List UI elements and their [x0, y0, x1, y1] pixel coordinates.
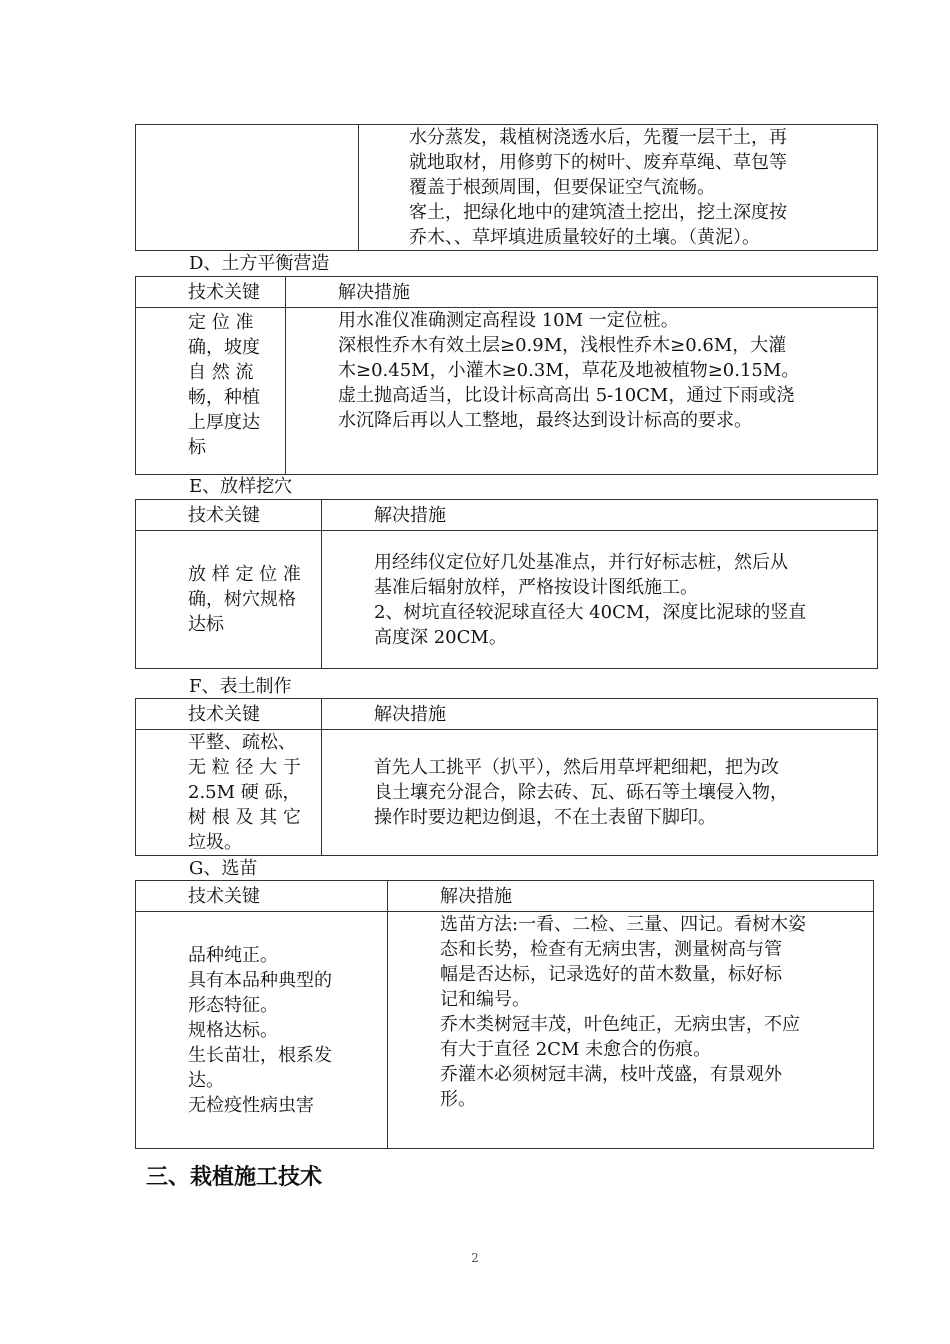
solution-line: 高度深 20CM。 — [374, 626, 507, 648]
solution-cell — [359, 125, 878, 251]
header-key: 技术关键 — [136, 500, 322, 531]
section-title-e: E、放样挖穴 — [189, 476, 293, 497]
header-solution: 解决措施 — [286, 277, 878, 308]
section-table-e — [135, 499, 878, 669]
header-solution: 解决措施 — [322, 699, 878, 730]
page-number: 2 — [471, 1251, 479, 1265]
key-cell — [136, 125, 359, 251]
key-line: 生长苗壮，根系发 — [188, 1044, 332, 1066]
solution-line: 就地取材，用修剪下的树叶、废弃草绳、草包等 — [409, 152, 787, 173]
key-line: 自 然 流 — [188, 362, 254, 383]
solution-line: 客土，把绿化地中的建筑渣土挖出，挖土深度按 — [409, 202, 787, 223]
solution-line: 良土壤充分混合，除去砖、瓦、砾石等土壤侵入物， — [374, 782, 788, 803]
key-line: 放 样 定 位 准 — [188, 564, 301, 585]
solution-line: 深根性乔木有效土层≥0.9M，浅根性乔木≥0.6M，大灌 — [338, 335, 787, 356]
table-row — [136, 730, 878, 856]
solution-line: 幅是否达标，记录选好的苗木数量，标好标 — [440, 964, 782, 985]
key-line: 标 — [188, 437, 206, 458]
section-title-d: D、土方平衡营造 — [189, 253, 330, 274]
key-line: 确，坡度 — [188, 337, 260, 358]
header-solution: 解决措施 — [322, 500, 878, 531]
key-line: 确，树穴规格 — [188, 589, 296, 610]
key-cell — [136, 730, 322, 856]
header-key: 技术关键 — [136, 699, 322, 730]
solution-cell — [322, 730, 878, 856]
key-line: 树 根 及 其 它 — [188, 807, 301, 828]
table-header-row — [136, 699, 878, 730]
key-line: 上厚度达 — [188, 412, 260, 433]
solution-line: 乔灌木必须树冠丰满，枝叶茂盛，有景观外 — [440, 1064, 782, 1085]
table-header-row — [136, 277, 878, 308]
table-header-row — [136, 881, 874, 912]
solution-line: 形。 — [440, 1089, 476, 1110]
header-key: 技术关键 — [136, 881, 388, 912]
key-line: 平整、疏松、 — [188, 732, 296, 753]
solution-cell — [322, 531, 878, 669]
key-line: 定 位 准 — [188, 312, 254, 333]
key-cell — [136, 308, 286, 475]
table-header-row — [136, 500, 878, 531]
solution-line: 用水准仪准确测定高程设 10M 一定位桩。 — [338, 310, 679, 331]
table-row — [136, 531, 878, 669]
solution-line: 水分蒸发，栽植树浇透水后，先覆一层干土，再 — [409, 127, 787, 148]
key-line: 2.5M 硬 砾， — [188, 782, 301, 803]
solution-line: 首先人工挑平（扒平），然后用草坪耙细耙，把为改 — [374, 757, 779, 778]
solution-line: 用经纬仪定位好几处基准点，并行好标志桩，然后从 — [374, 551, 788, 573]
chapter-heading: 三、栽植施工技术 — [146, 1165, 323, 1190]
key-cell — [136, 912, 388, 1149]
solution-line: 基准后辐射放样，严格按设计图纸施工。 — [374, 576, 698, 598]
key-cell — [136, 531, 322, 669]
solution-line: 有大于直径 2CM 未愈合的伤痕。 — [440, 1039, 712, 1060]
solution-line: 态和长势，检查有无病虫害，测量树高与管 — [440, 939, 782, 960]
solution-cell — [388, 912, 874, 1149]
key-line: 达。 — [188, 1069, 224, 1091]
section-table-d — [135, 276, 878, 475]
section-table-g — [135, 880, 874, 1149]
table-row — [136, 125, 878, 251]
section-title-g: G、选苗 — [189, 858, 258, 879]
key-line: 具有本品种典型的 — [188, 969, 332, 991]
solution-line: 水沉降后再以人工整地，最终达到设计标高的要求。 — [338, 410, 752, 431]
key-line: 形态特征。 — [188, 994, 278, 1016]
continued-table — [135, 124, 878, 251]
key-line: 无 粒 径 大 于 — [188, 757, 301, 778]
solution-line: 2、树坑直径较泥球直径大 40CM，深度比泥球的竖直 — [374, 601, 807, 623]
solution-line: 乔木、、草坪填进质量较好的土壤。（黄泥）。 — [409, 227, 760, 248]
key-line: 规格达标。 — [188, 1019, 278, 1041]
section-title-f: F、表土制作 — [189, 676, 292, 697]
solution-line: 选苗方法:一看、二检、三量、四记。看树木姿 — [440, 914, 807, 935]
solution-line: 乔木类树冠丰茂，叶色纯正，无病虫害，不应 — [440, 1014, 800, 1035]
key-line: 品种纯正。 — [188, 944, 278, 966]
key-line: 达标 — [188, 614, 224, 635]
solution-line: 木≥0.45M，小灌木≥0.3M，草花及地被植物≥0.15M。 — [338, 360, 800, 381]
solution-line: 记和编号。 — [440, 989, 530, 1010]
solution-line: 虚土抛高适当，比设计标高高出 5-10CM，通过下雨或浇 — [338, 385, 795, 406]
key-line: 畅，种植 — [188, 387, 260, 408]
section-table-f — [135, 698, 878, 856]
table-row — [136, 912, 874, 1149]
solution-cell — [286, 308, 878, 475]
header-key: 技术关键 — [136, 277, 286, 308]
solution-line: 覆盖于根颈周围，但要保证空气流畅。 — [409, 177, 715, 198]
table-row — [136, 308, 878, 475]
key-line: 无检疫性病虫害 — [188, 1094, 314, 1116]
key-line: 垃圾。 — [188, 832, 242, 853]
solution-line: 操作时要边耙边倒退，不在土表留下脚印。 — [374, 807, 716, 828]
header-solution: 解决措施 — [388, 881, 874, 912]
